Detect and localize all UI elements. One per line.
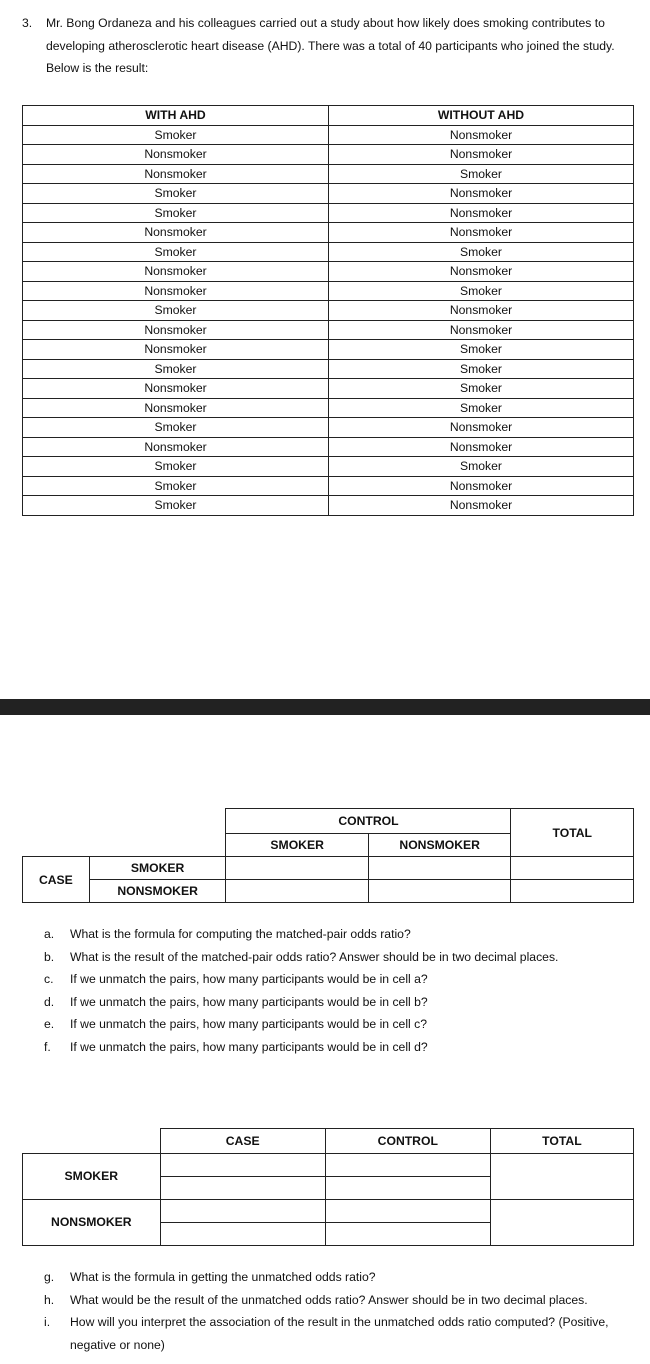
with-ahd-cell: Smoker: [23, 301, 329, 321]
table-row: [23, 496, 634, 516]
list-marker: e.: [44, 1017, 55, 1031]
page-divider: [0, 699, 650, 715]
with-ahd-cell: Nonsmoker: [23, 340, 329, 360]
with-ahd-cell: Smoker: [23, 203, 329, 223]
table-row: [23, 203, 634, 223]
without-ahd-cell: Nonsmoker: [329, 125, 634, 145]
cell-case-nonsmoker-2[interactable]: [160, 1222, 325, 1245]
list-item: [44, 1289, 644, 1312]
table-row: [23, 125, 634, 145]
total-smoker[interactable]: [490, 1153, 633, 1199]
with-ahd-cell: Nonsmoker: [23, 398, 329, 418]
cell-c[interactable]: [226, 880, 368, 903]
table-row: [23, 242, 634, 262]
cell-d[interactable]: [368, 880, 511, 903]
without-ahd-cell: Smoker: [329, 359, 634, 379]
list-item: [44, 1036, 644, 1059]
with-ahd-cell: Smoker: [23, 125, 329, 145]
matched-pair-table: [22, 808, 634, 903]
control-header: CONTROL: [325, 1129, 490, 1154]
without-ahd-cell: Smoker: [329, 379, 634, 399]
control-header: CONTROL: [226, 809, 511, 834]
table-row: [23, 223, 634, 243]
without-ahd-cell: Nonsmoker: [329, 223, 634, 243]
table-row: [23, 457, 634, 477]
question-text: If we unmatch the pairs, how many participants would be in cell d?: [70, 1039, 428, 1054]
list-marker: f.: [44, 1039, 51, 1054]
question-text: What is the formula in getting the unmatched odds ratio?: [70, 1270, 376, 1284]
list-marker: b.: [44, 949, 55, 964]
without-ahd-cell: Smoker: [329, 457, 634, 477]
case-nonsmoker-header: NONSMOKER: [89, 880, 226, 903]
cell-case-smoker-1[interactable]: [160, 1153, 325, 1176]
blank-corner: [23, 809, 226, 857]
question-text: What is the formula for computing the matched-pair odds ratio?: [70, 927, 411, 941]
question-text: If we unmatch the pairs, how many participants would be in cell b?: [70, 994, 428, 1009]
cell-control-nonsmoker-2[interactable]: [325, 1222, 490, 1245]
table-row: [23, 379, 634, 399]
questions-a-f: [44, 923, 644, 1058]
without-ahd-cell: Nonsmoker: [329, 203, 634, 223]
table-row: [23, 184, 634, 204]
question-number: 3.: [22, 16, 33, 30]
table-row: [23, 164, 634, 184]
without-ahd-cell: Smoker: [329, 340, 634, 360]
without-ahd-cell: Smoker: [329, 242, 634, 262]
cell-control-smoker-2[interactable]: [325, 1176, 490, 1199]
table-row: [23, 476, 634, 496]
with-ahd-cell: Nonsmoker: [23, 320, 329, 340]
without-ahd-cell: Nonsmoker: [329, 320, 634, 340]
question-text: If we unmatch the pairs, how many participants would be in cell a?: [70, 972, 428, 986]
question-text: How will you interpret the association of the result in the unmatched odds ratio computed? (Positive, negative or none): [70, 1315, 609, 1352]
list-item: [44, 1266, 644, 1289]
question-3: [22, 12, 642, 80]
table-row: [23, 398, 634, 418]
table-row: [23, 418, 634, 438]
without-ahd-cell: Nonsmoker: [329, 476, 634, 496]
result-table: [22, 105, 634, 516]
table-row: [23, 301, 634, 321]
table-row: [23, 281, 634, 301]
cell-control-nonsmoker-1[interactable]: [325, 1199, 490, 1222]
list-marker: d.: [44, 994, 55, 1009]
total-header: TOTAL: [511, 809, 634, 857]
question-text: If we unmatch the pairs, how many participants would be in cell c?: [70, 1017, 428, 1031]
smoker-row-header: SMOKER: [23, 1153, 161, 1199]
question-text: What would be the result of the unmatched odds ratio? Answer should be in two decimal places.: [70, 1292, 588, 1307]
table-row: [23, 359, 634, 379]
with-ahd-cell: Nonsmoker: [23, 379, 329, 399]
total-nonsmoker[interactable]: [490, 1199, 633, 1245]
with-ahd-cell: Nonsmoker: [23, 145, 329, 165]
with-ahd-cell: Smoker: [23, 457, 329, 477]
list-marker: g.: [44, 1270, 55, 1284]
total-header: TOTAL: [490, 1129, 633, 1154]
questions-g-i: [44, 1266, 644, 1356]
nonsmoker-row-header: NONSMOKER: [23, 1199, 161, 1245]
list-item: [44, 968, 644, 991]
with-ahd-cell: Nonsmoker: [23, 164, 329, 184]
without-ahd-cell: Nonsmoker: [329, 301, 634, 321]
with-ahd-cell: Smoker: [23, 242, 329, 262]
without-ahd-cell: Smoker: [329, 164, 634, 184]
cell-case-nonsmoker-1[interactable]: [160, 1199, 325, 1222]
case-header: CASE: [160, 1129, 325, 1154]
question-text: What is the result of the matched-pair odds ratio? Answer should be in two decimal places.: [70, 949, 559, 964]
without-ahd-cell: Nonsmoker: [329, 418, 634, 438]
with-ahd-cell: Nonsmoker: [23, 262, 329, 282]
list-marker: h.: [44, 1292, 55, 1307]
without-ahd-cell: Nonsmoker: [329, 262, 634, 282]
blank-corner: [23, 1129, 161, 1154]
table-row: [23, 320, 634, 340]
with-ahd-cell: Smoker: [23, 418, 329, 438]
table-row: [23, 340, 634, 360]
list-marker: i.: [44, 1315, 51, 1329]
question-text: Mr. Bong Ordaneza and his colleagues carried out a study about how likely does smoking contributes to developing atherosclerotic heart disease (AHD). There was a total of 40 participants who joined the study. Below is the result:: [46, 16, 615, 75]
case-header: CASE: [23, 857, 90, 903]
table-row: [23, 145, 634, 165]
with-ahd-cell: Nonsmoker: [23, 223, 329, 243]
cell-b[interactable]: [368, 857, 511, 880]
list-item: [44, 1013, 644, 1036]
without-ahd-cell: Nonsmoker: [329, 437, 634, 457]
header-without-ahd: WITHOUT AHD: [329, 106, 634, 126]
without-ahd-cell: Nonsmoker: [329, 145, 634, 165]
with-ahd-cell: Smoker: [23, 359, 329, 379]
unmatched-table: [22, 1128, 634, 1246]
table-row: [23, 437, 634, 457]
control-smoker-header: SMOKER: [226, 834, 368, 857]
with-ahd-cell: Nonsmoker: [23, 281, 329, 301]
without-ahd-cell: Nonsmoker: [329, 184, 634, 204]
cell-case-smoker-2[interactable]: [160, 1176, 325, 1199]
with-ahd-cell: Smoker: [23, 476, 329, 496]
without-ahd-cell: Smoker: [329, 281, 634, 301]
with-ahd-cell: Nonsmoker: [23, 437, 329, 457]
row-total-nonsmoker[interactable]: [511, 880, 634, 903]
cell-control-smoker-1[interactable]: [325, 1153, 490, 1176]
without-ahd-cell: Smoker: [329, 398, 634, 418]
list-item: [44, 991, 644, 1014]
list-item: [44, 923, 644, 946]
with-ahd-cell: Smoker: [23, 184, 329, 204]
table-row: [23, 262, 634, 282]
with-ahd-cell: Smoker: [23, 496, 329, 516]
control-nonsmoker-header: NONSMOKER: [368, 834, 511, 857]
row-total-smoker[interactable]: [511, 857, 634, 880]
case-smoker-header: SMOKER: [89, 857, 226, 880]
list-item: [44, 946, 644, 969]
list-marker: c.: [44, 972, 54, 986]
cell-a[interactable]: [226, 857, 368, 880]
list-marker: a.: [44, 927, 55, 941]
header-with-ahd: WITH AHD: [23, 106, 329, 126]
without-ahd-cell: Nonsmoker: [329, 496, 634, 516]
list-item: [44, 1311, 644, 1356]
result-table-header: [23, 106, 634, 126]
